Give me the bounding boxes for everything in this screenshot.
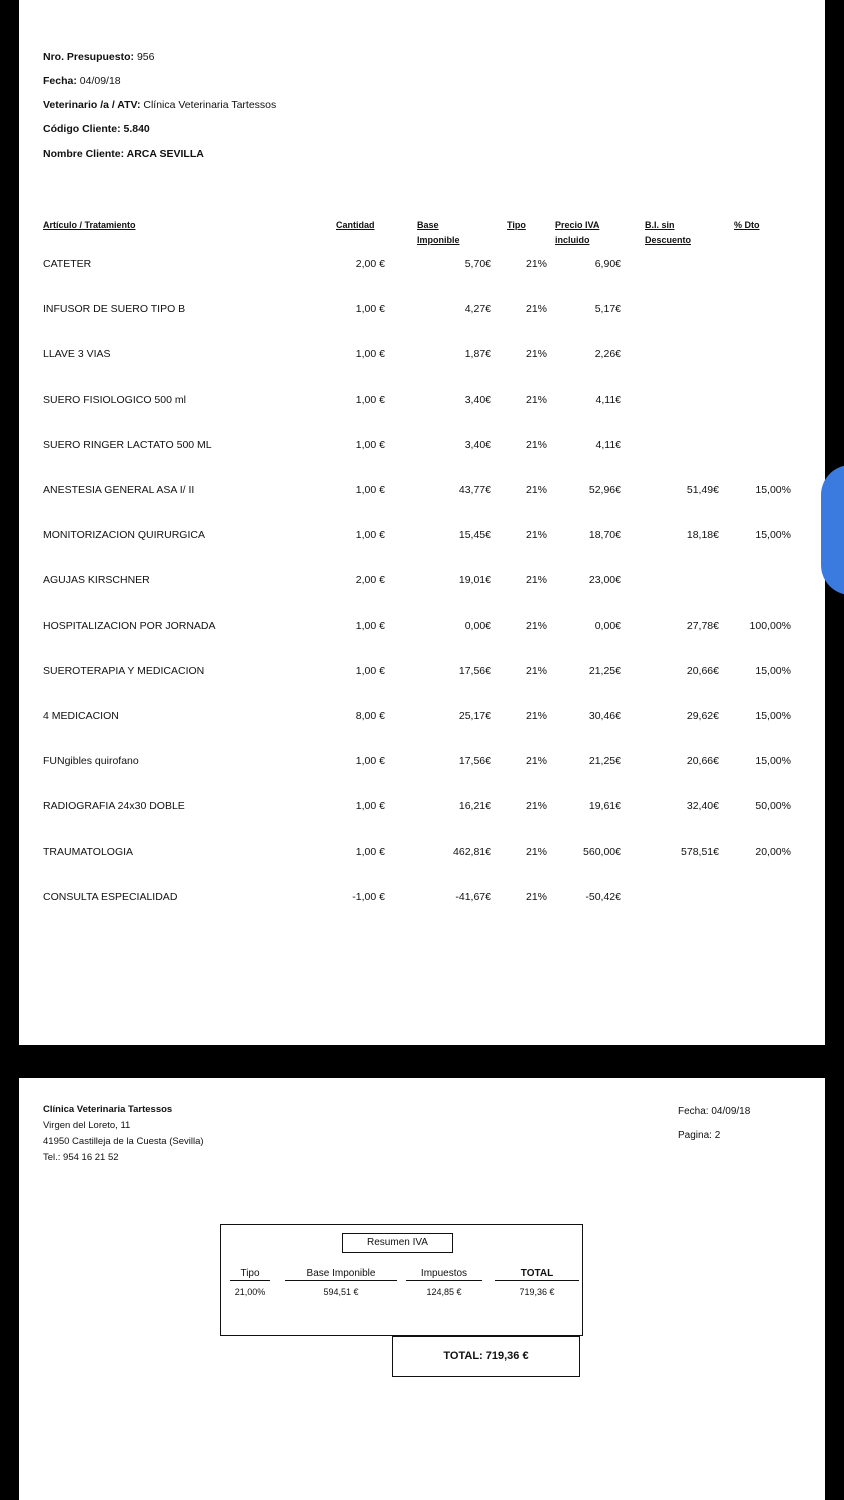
item-precio: 21,25€	[588, 664, 621, 677]
item-base: 17,56€	[458, 664, 491, 677]
item-qty: 1,00 €	[355, 619, 385, 632]
item-base: 462,81€	[453, 845, 491, 858]
table-row	[19, 303, 825, 317]
item-tipo: 21%	[525, 800, 547, 813]
iva-header-impuestos: Impuestos	[406, 1268, 482, 1281]
item-tipo: 21%	[525, 664, 547, 677]
clinic-address-1: Virgen del Loreto, 11	[43, 1120, 131, 1131]
item-qty: -1,00 €	[352, 890, 385, 903]
item-dto: 15,00%	[755, 710, 791, 722]
item-base: 3,40€	[464, 393, 491, 406]
item-tipo: 21%	[525, 755, 547, 768]
page-number: Pagina: 2	[678, 1130, 721, 1141]
item-precio: 18,70€	[588, 529, 621, 542]
client-name: Nombre Cliente: ARCA SEVILLA	[43, 148, 204, 160]
item-dto: 15,00%	[755, 755, 791, 768]
col-header-cantidad: Cantidad	[336, 220, 375, 230]
item-name: 4 MEDICACION	[43, 710, 119, 722]
item-qty: 1,00 €	[355, 303, 385, 316]
clinic-name: Clínica Veterinaria Tartessos	[43, 1104, 173, 1115]
item-base: 16,21€	[458, 800, 491, 813]
item-qty: 1,00 €	[355, 755, 385, 768]
col-header-base: Base Imponible	[417, 220, 460, 245]
item-name: CONSULTA ESPECIALIDAD	[43, 890, 178, 903]
item-tipo: 21%	[525, 348, 547, 361]
veterinarian-value: Clínica Veterinaria Tartessos	[143, 99, 277, 111]
item-base: 19,01€	[458, 574, 491, 587]
iva-header-tipo: Tipo	[230, 1268, 270, 1281]
table-row	[19, 846, 825, 860]
page2-date: Fecha: 04/09/18	[678, 1106, 751, 1117]
item-bi: 32,40€	[686, 800, 719, 813]
item-tipo: 21%	[525, 258, 547, 270]
item-precio: 4,11€	[595, 438, 621, 451]
item-tipo: 21%	[525, 845, 547, 858]
table-row	[19, 755, 825, 769]
table-row	[19, 665, 825, 679]
item-base: 25,17€	[458, 710, 491, 722]
table-row	[19, 484, 825, 498]
item-precio: 52,96€	[588, 484, 621, 496]
item-name: MONITORIZACION QUIRURGICA	[43, 529, 205, 542]
item-qty: 1,00 €	[355, 800, 385, 813]
iva-value-base: 594,51 €	[323, 1287, 359, 1297]
item-qty: 1,00 €	[355, 529, 385, 542]
item-tipo: 21%	[525, 890, 547, 903]
item-qty: 1,00 €	[355, 393, 385, 406]
col-header-tipo: Tipo	[507, 220, 526, 230]
item-name: FUNgibles quirofano	[43, 755, 139, 768]
veterinarian-label: Veterinario /a / ATV:	[43, 99, 141, 111]
item-tipo: 21%	[525, 438, 547, 451]
col-header-articulo: Artículo / Tratamiento	[43, 220, 136, 230]
budget-number	[43, 51, 154, 63]
table-row	[19, 891, 825, 905]
item-base: 17,56€	[458, 755, 491, 768]
item-name: TRAUMATOLOGIA	[43, 845, 134, 858]
item-qty: 1,00 €	[355, 438, 385, 451]
table-row	[19, 710, 825, 724]
item-bi: 18,18€	[686, 529, 719, 542]
item-name: ANESTESIA GENERAL ASA I/ II	[43, 484, 195, 496]
item-name: SUERO RINGER LACTATO 500 ML	[43, 438, 212, 451]
item-tipo: 21%	[525, 619, 547, 632]
item-name: SUEROTERAPIA Y MEDICACION	[43, 664, 205, 677]
item-base: 4,27€	[464, 303, 491, 316]
iva-value-tipo: 21,00%	[234, 1287, 266, 1297]
item-name: INFUSOR DE SUERO TIPO B	[43, 303, 186, 316]
item-precio: 21,25€	[588, 755, 621, 768]
budget-number-label: Nro. Presupuesto:	[43, 51, 135, 63]
item-name: CATETER	[43, 258, 92, 270]
item-bi: 51,49€	[686, 484, 719, 496]
item-bi: 27,78€	[686, 619, 719, 632]
item-dto: 15,00%	[755, 664, 791, 677]
col-header-precio: Precio IVA incluido	[555, 220, 600, 245]
item-name: SUERO FISIOLOGICO 500 ml	[43, 393, 186, 406]
item-tipo: 21%	[525, 529, 547, 542]
item-bi: 29,62€	[686, 710, 719, 722]
budget-page-2	[19, 1078, 825, 1500]
table-row	[19, 800, 825, 814]
client-code: Código Cliente: 5.840	[43, 123, 150, 135]
clinic-info	[43, 1102, 204, 1166]
item-bi: 20,66€	[686, 755, 719, 768]
iva-header-base: Base Imponible	[285, 1268, 397, 1281]
table-row	[19, 394, 825, 408]
item-precio: 5,17€	[594, 303, 621, 316]
col-header-dto: % Dto	[734, 220, 760, 230]
item-precio: 560,00€	[583, 845, 621, 858]
table-row	[19, 348, 825, 362]
budget-page-1	[19, 0, 825, 1045]
budget-number-value: 956	[136, 51, 155, 63]
item-precio: 6,90€	[594, 258, 621, 270]
iva-header-total: TOTAL	[495, 1268, 579, 1281]
item-base: 5,70€	[464, 258, 491, 270]
budget-date-value: 04/09/18	[79, 75, 121, 87]
item-base: 3,40€	[464, 438, 491, 451]
veterinarian	[43, 99, 276, 111]
item-precio: -50,42€	[585, 890, 621, 903]
table-row	[19, 574, 825, 588]
table-row	[19, 439, 825, 453]
item-dto: 50,00%	[755, 800, 791, 813]
item-bi: 578,51€	[681, 845, 719, 858]
item-qty: 8,00 €	[355, 710, 385, 722]
item-precio: 30,46€	[588, 710, 621, 722]
item-dto: 20,00%	[755, 845, 791, 858]
item-base: 0,00€	[464, 619, 491, 632]
item-qty: 2,00 €	[355, 258, 385, 270]
item-tipo: 21%	[525, 710, 547, 722]
item-qty: 2,00 €	[355, 574, 385, 587]
clinic-phone: Tel.: 954 16 21 52	[43, 1152, 119, 1163]
item-dto: 15,00%	[755, 529, 791, 542]
item-tipo: 21%	[525, 574, 547, 587]
item-name: LLAVE 3 VIAS	[43, 348, 111, 361]
item-qty: 1,00 €	[355, 348, 385, 361]
item-name: RADIOGRAFIA 24x30 DOBLE	[43, 800, 185, 813]
table-row	[19, 620, 825, 634]
iva-summary-title: Resumen IVA	[342, 1233, 453, 1253]
item-tipo: 21%	[525, 303, 547, 316]
table-row	[19, 258, 825, 272]
item-name: AGUJAS KIRSCHNER	[43, 574, 150, 587]
item-precio: 0,00€	[594, 619, 621, 632]
scroll-thumb[interactable]	[821, 465, 844, 595]
item-base: 15,45€	[458, 529, 491, 542]
item-qty: 1,00 €	[355, 484, 385, 496]
item-precio: 2,26€	[594, 348, 621, 361]
iva-value-impuestos: 124,85 €	[426, 1287, 462, 1297]
grand-total: TOTAL: 719,36 €	[392, 1336, 580, 1377]
col-header-bi: B.I. sin Descuento	[645, 220, 692, 245]
item-base: 43,77€	[458, 484, 491, 496]
budget-date	[43, 75, 121, 87]
budget-date-label: Fecha:	[43, 75, 77, 87]
item-bi: 20,66€	[686, 664, 719, 677]
item-precio: 23,00€	[588, 574, 621, 587]
item-base: -41,67€	[455, 890, 491, 903]
clinic-address-2: 41950 Castilleja de la Cuesta (Sevilla)	[43, 1136, 204, 1147]
item-tipo: 21%	[525, 484, 547, 496]
item-qty: 1,00 €	[355, 845, 385, 858]
iva-summary-box	[220, 1224, 583, 1336]
item-base: 1,87€	[464, 348, 491, 361]
item-qty: 1,00 €	[355, 664, 385, 677]
table-row	[19, 529, 825, 543]
item-dto: 100,00%	[749, 619, 791, 632]
iva-value-total: 719,36 €	[519, 1287, 555, 1297]
item-precio: 4,11€	[595, 393, 621, 406]
item-dto: 15,00%	[755, 484, 791, 496]
item-precio: 19,61€	[588, 800, 621, 813]
item-tipo: 21%	[525, 393, 547, 406]
item-name: HOSPITALIZACION POR JORNADA	[43, 619, 216, 632]
